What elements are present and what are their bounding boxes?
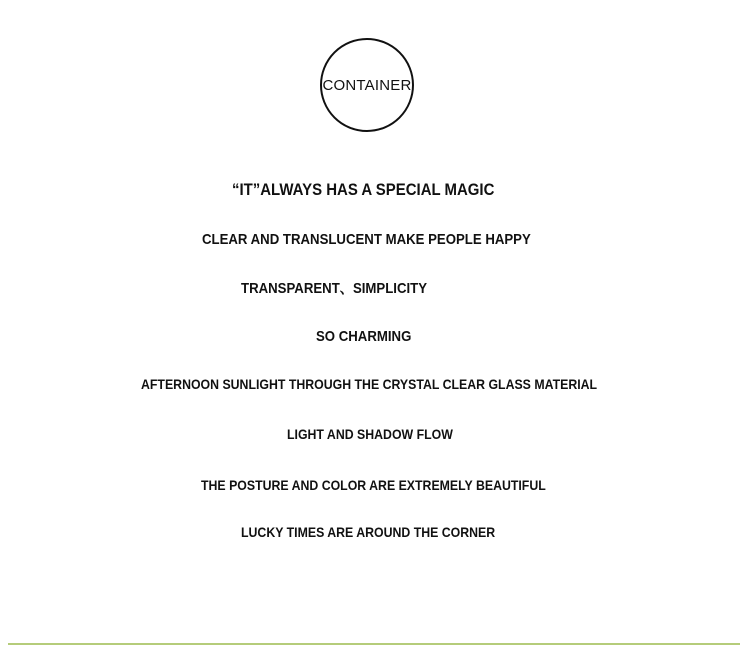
tagline-line-4: SO CHARMING xyxy=(316,328,412,345)
container-badge-label: CONTAINER xyxy=(322,76,412,94)
tagline-line-1: “IT”ALWAYS HAS A SPECIAL MAGIC xyxy=(232,180,495,199)
bottom-divider xyxy=(8,643,740,645)
container-badge xyxy=(320,38,414,132)
tagline-line-3: TRANSPARENT、SIMPLICITY xyxy=(241,280,428,297)
tagline-line-8: LUCKY TIMES ARE AROUND THE CORNER xyxy=(241,524,496,540)
tagline-line-7: THE POSTURE AND COLOR ARE EXTREMELY BEAUTIFUL xyxy=(201,477,546,493)
tagline-line-6: LIGHT AND SHADOW FLOW xyxy=(287,426,453,442)
tagline-line-5: AFTERNOON SUNLIGHT THROUGH THE CRYSTAL CLEAR GLASS MATERIAL xyxy=(141,376,598,392)
tagline-line-2: CLEAR AND TRANSLUCENT MAKE PEOPLE HAPPY xyxy=(202,231,531,248)
